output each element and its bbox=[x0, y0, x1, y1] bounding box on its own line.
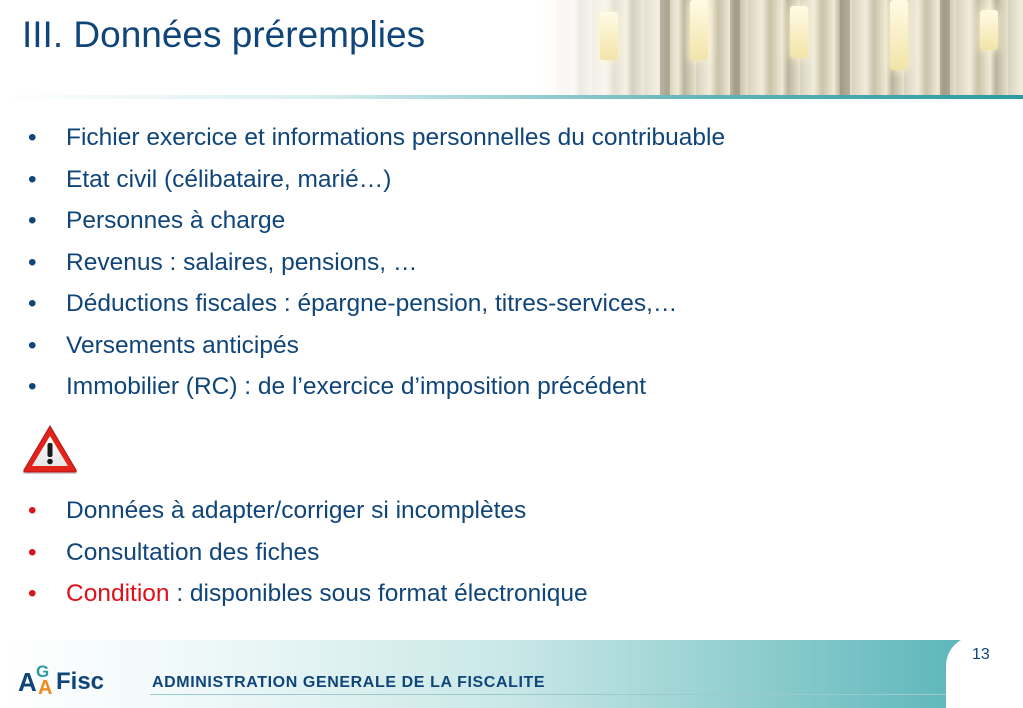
page-number: 13 bbox=[972, 646, 990, 663]
bullet-icon: • bbox=[28, 538, 37, 566]
list-item: • Etat civil (célibataire, marié…) bbox=[28, 159, 725, 201]
bullet-icon: • bbox=[28, 165, 37, 193]
title-divider bbox=[0, 95, 1023, 99]
bullet-icon: • bbox=[28, 207, 37, 234]
list-item: • Revenus : salaires, pensions, … bbox=[28, 242, 725, 284]
bullet-icon: • bbox=[28, 331, 37, 359]
bullet-icon: • bbox=[28, 497, 37, 524]
slide-title: III. Données préremplies bbox=[22, 14, 426, 55]
list-item: • Personnes à charge bbox=[28, 200, 725, 242]
condition-label: Condition bbox=[66, 580, 170, 607]
warning-triangle-icon bbox=[20, 424, 80, 476]
footer-divider bbox=[150, 694, 958, 695]
svg-text:Fisc: Fisc bbox=[56, 668, 105, 695]
list-item: • Immobilier (RC) : de l’exercice d’imposition précédent bbox=[28, 366, 725, 408]
list-item-condition bbox=[28, 573, 588, 615]
header-photo bbox=[540, 0, 1023, 95]
bullet-icon: • bbox=[28, 124, 37, 151]
list-item: • Déductions fiscales : épargne-pension, titres-services,… bbox=[28, 283, 725, 325]
list-item: • Données à adapter/corriger si incomplètes bbox=[28, 490, 588, 532]
secondary-bullet-list bbox=[28, 490, 588, 615]
organization-name: ADMINISTRATION GENERALE DE LA FISCALITE bbox=[152, 674, 546, 691]
bullet-icon: • bbox=[28, 248, 37, 276]
bullet-icon: • bbox=[28, 373, 37, 400]
list-item: • Consultation des fiches bbox=[28, 532, 588, 574]
bullet-icon: • bbox=[28, 290, 37, 317]
svg-text:A: A bbox=[38, 677, 53, 698]
condition-text: : disponibles sous format électronique bbox=[169, 580, 588, 607]
primary-bullet-list bbox=[28, 117, 725, 408]
agfisc-logo bbox=[16, 654, 134, 698]
svg-text:G: G bbox=[36, 662, 50, 681]
list-item: • Versements anticipés bbox=[28, 325, 725, 367]
list-item: • Fichier exercice et informations personnelles du contribuable bbox=[28, 117, 725, 159]
svg-text:A: A bbox=[18, 667, 37, 697]
bullet-icon: • bbox=[28, 580, 37, 607]
